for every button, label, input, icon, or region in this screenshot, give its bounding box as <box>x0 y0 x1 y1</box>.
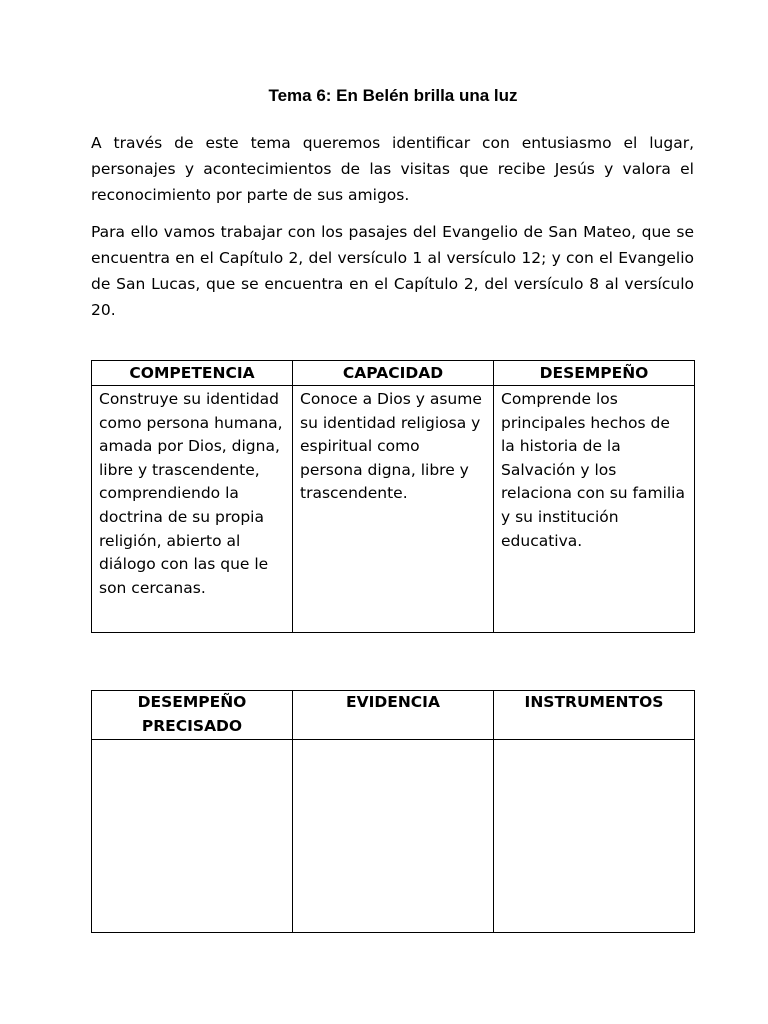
intro-paragraph: A través de este tema queremos identificar con entusiasmo el lugar, personajes y acontecimientos de las visitas que recibe Jesús y valora el reconocimiento por parte de sus amigos. <box>91 134 694 204</box>
page-title: Tema 6: En Belén brilla una luz <box>268 86 518 105</box>
cell-desempeno: Comprende los principales hechos de la historia de la Salvación y los relaciona con su familia y su institución educativa. <box>494 386 695 633</box>
cell-desempeno-precisado <box>92 740 293 933</box>
cell-evidencia <box>293 740 494 933</box>
competency-table <box>91 360 695 633</box>
header-competencia: COMPETENCIA <box>92 361 293 386</box>
cell-competencia: Construye su identidad como persona humana, amada por Dios, digna, libre y trascendente, comprendiendo la doctrina de su propia religión, abierto al diálogo con las que le son cercanas. <box>92 386 293 633</box>
header-desempeno-precisado: DESEMPEÑO PRECISADO <box>92 691 293 740</box>
cell-instrumentos <box>494 740 695 933</box>
passages-paragraph: Para ello vamos trabajar con los pasajes del Evangelio de San Mateo, que se encuentra en el Capítulo 2, del versículo 1 al versículo 12; y con el Evangelio de San Lucas, que se encuentra en el Capítulo 2, del versículo 8 al versículo 20. <box>91 223 694 319</box>
header-desempeno: DESEMPEÑO <box>494 361 695 386</box>
table-row <box>92 386 695 633</box>
table-row <box>92 740 695 933</box>
cell-capacidad: Conoce a Dios y asume su identidad religiosa y espiritual como persona digna, libre y trascendente. <box>293 386 494 633</box>
table-header-row <box>92 361 695 386</box>
header-evidencia: EVIDENCIA <box>293 691 494 740</box>
table-header-row <box>92 691 695 740</box>
header-instrumentos: INSTRUMENTOS <box>494 691 695 740</box>
header-capacidad: CAPACIDAD <box>293 361 494 386</box>
evaluation-table <box>91 690 695 933</box>
